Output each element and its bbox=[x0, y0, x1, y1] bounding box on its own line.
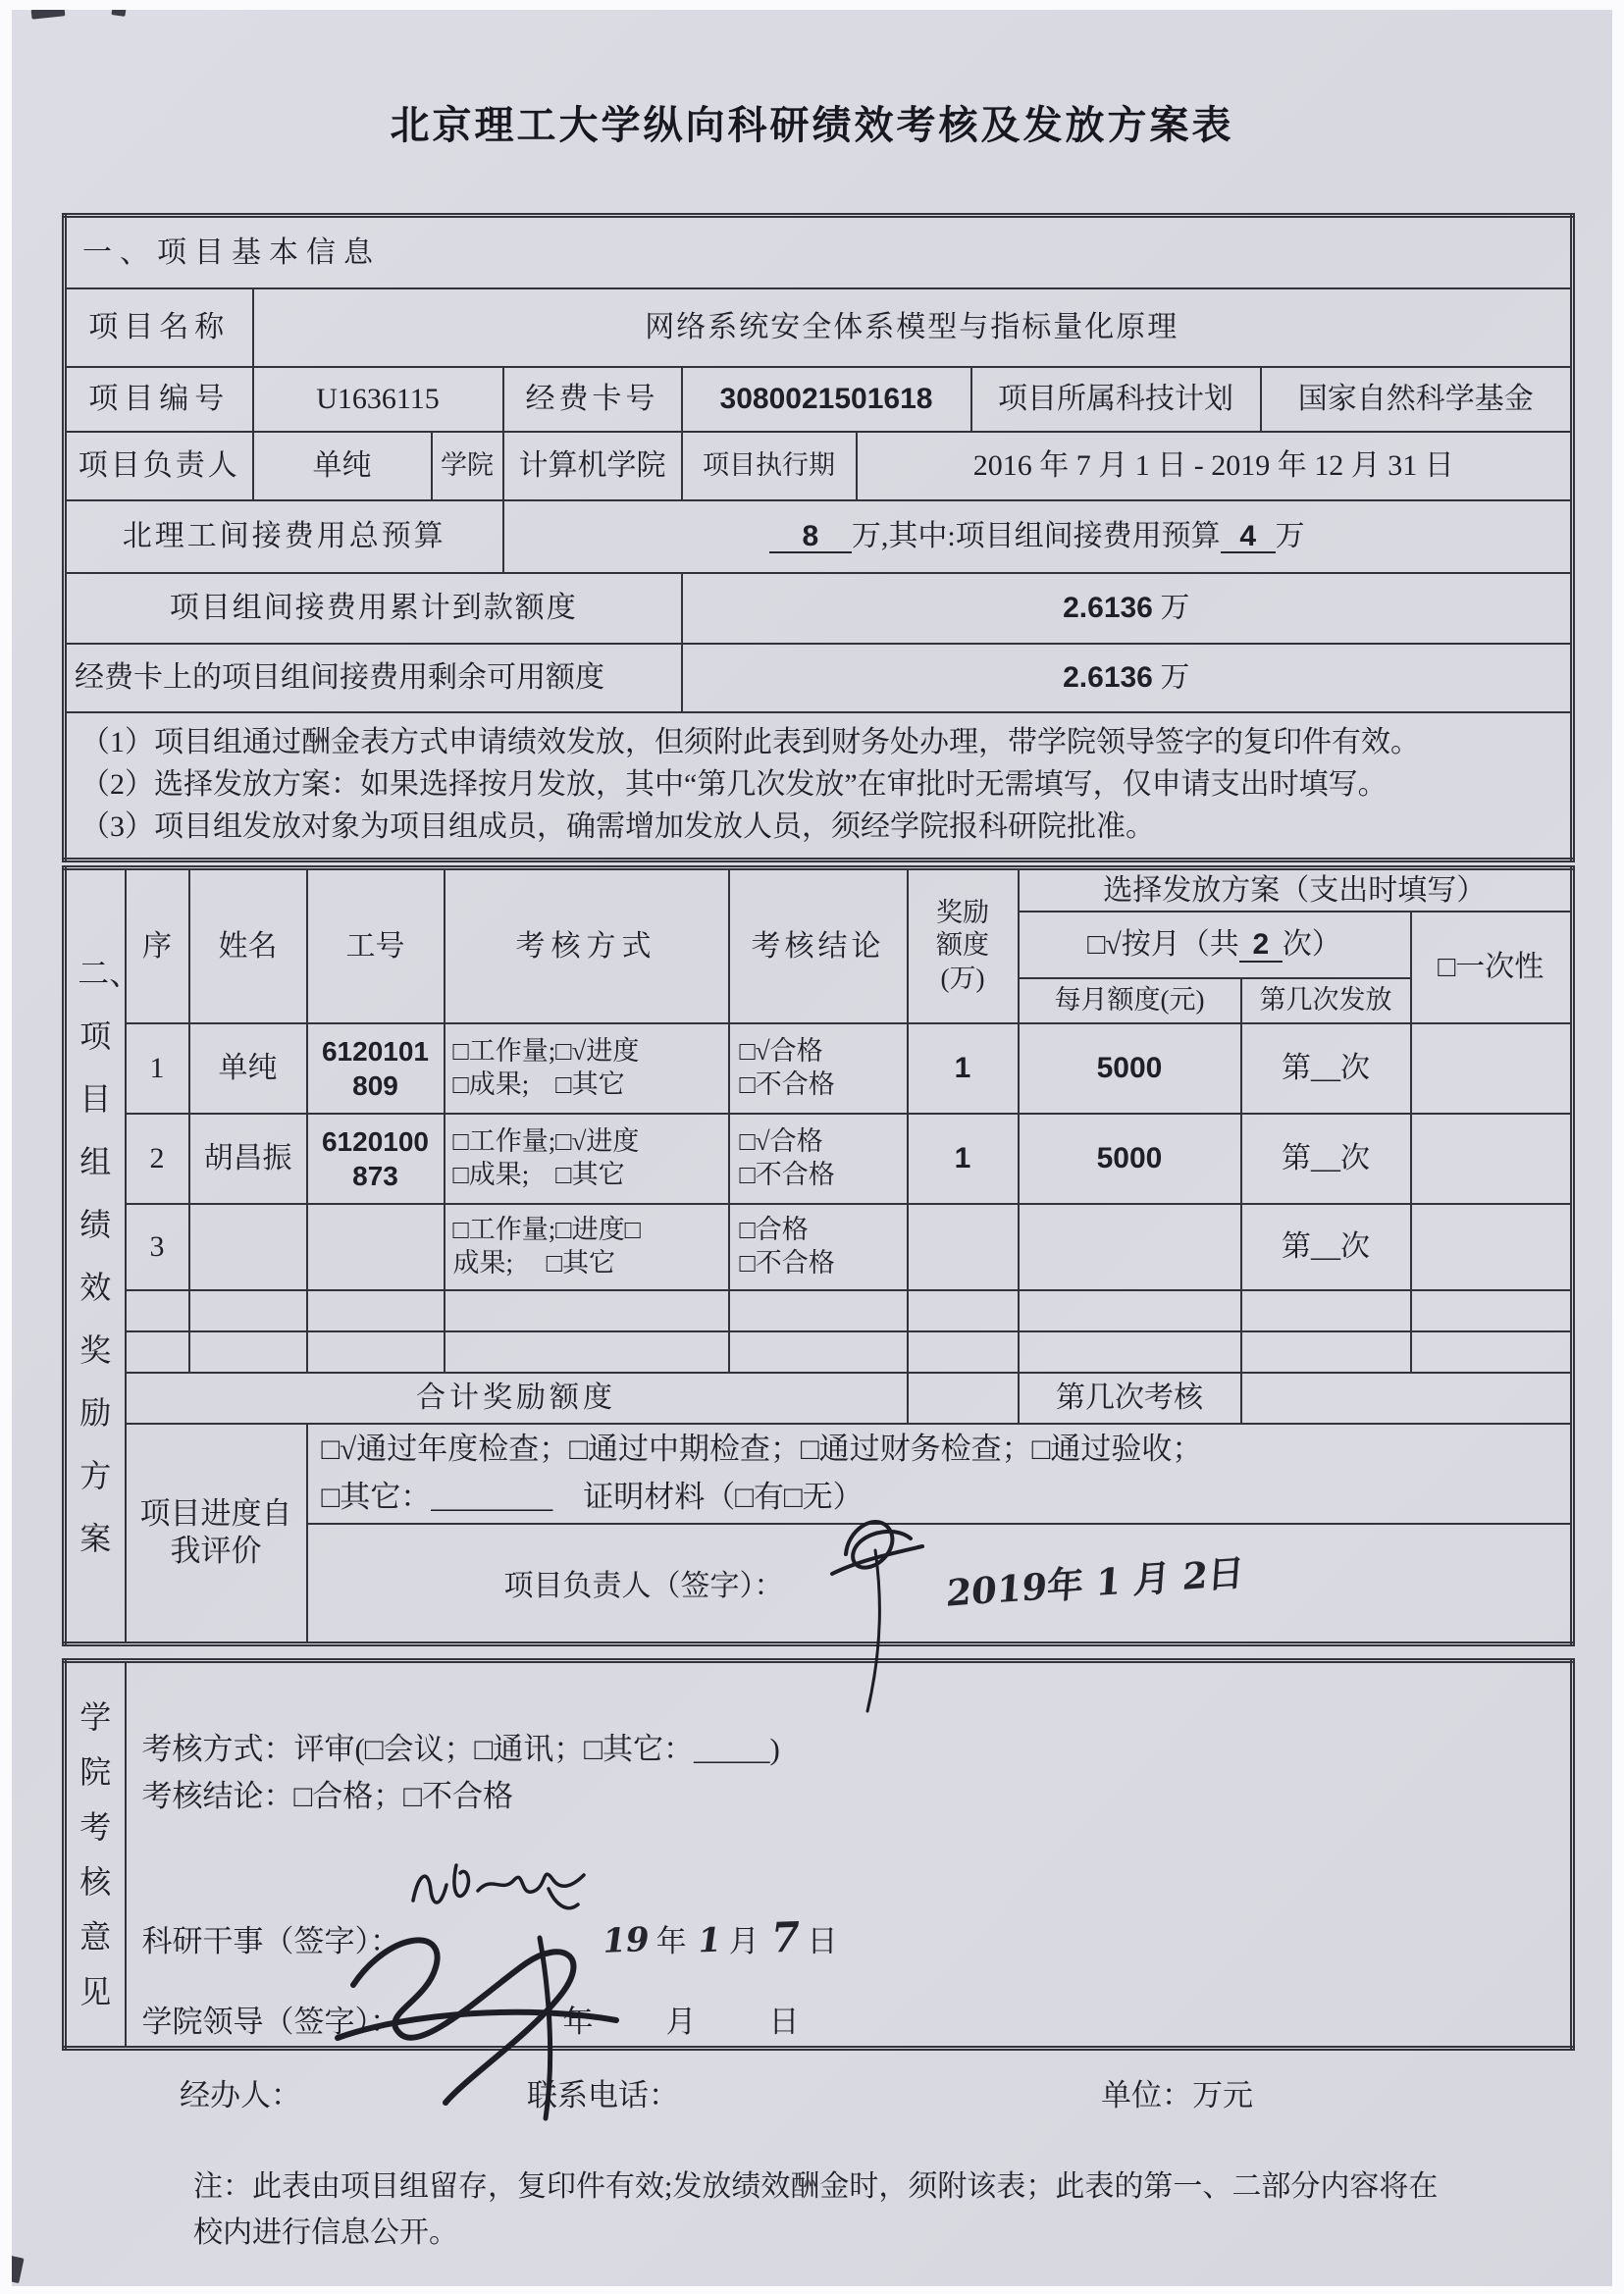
row1-method-checkboxes: □工作量;□√进度 □成果; □其它 bbox=[445, 1023, 729, 1114]
row1-conclusion-checkboxes: □√合格 □不合格 bbox=[729, 1023, 908, 1114]
leader-signature-line bbox=[142, 1999, 1571, 2046]
secretary-signature-line bbox=[141, 1911, 1571, 1965]
row5-name-empty bbox=[189, 1331, 307, 1373]
monthly-post-text: 次） bbox=[1282, 928, 1341, 962]
col-header-id: 工号 bbox=[307, 867, 445, 1023]
row1-amount: 1 bbox=[908, 1023, 1019, 1114]
phone-label: 联系电话： bbox=[527, 2077, 679, 2112]
secretary-month-handwritten: 1 bbox=[695, 1919, 724, 1961]
row1-id: 6120101809 bbox=[307, 1023, 445, 1114]
scan-artifact bbox=[31, 10, 66, 20]
row4-method-empty bbox=[445, 1290, 729, 1331]
review-conclusion-line: 考核结论：□合格；□不合格 bbox=[141, 1778, 513, 1813]
indirect-total-blank: 8 bbox=[769, 521, 852, 554]
self-eval-line2: □其它：________ 证明材料（□有□无） bbox=[321, 1480, 864, 1514]
row3-conclusion-checkboxes: □合格 □不合格 bbox=[729, 1204, 908, 1290]
row5-once-empty bbox=[1411, 1331, 1573, 1373]
row2-conclusion-checkboxes: □√合格 □不合格 bbox=[729, 1114, 908, 1204]
row1-name: 单纯 bbox=[189, 1023, 307, 1114]
row2-method-checkboxes: □工作量;□√进度 □成果; □其它 bbox=[445, 1114, 729, 1204]
scan-artifact bbox=[111, 10, 126, 17]
indirect-budget-label: 北理工间接费用总预算 bbox=[65, 500, 503, 573]
fund-card-value: 3080021501618 bbox=[682, 367, 971, 432]
indirect-tail-text: 万 bbox=[1275, 519, 1305, 552]
col-header-method: 考核方式 bbox=[445, 867, 729, 1023]
self-eval-checkboxes bbox=[307, 1424, 1573, 1524]
scanned-paper bbox=[12, 10, 1612, 2286]
remain-amount-label: 经费卡上的项目组间接费用剩余可用额度 bbox=[65, 644, 682, 712]
once-option: □一次性 bbox=[1411, 912, 1573, 1023]
row4-monthly-empty bbox=[1019, 1290, 1241, 1331]
period-value: 2016 年 7 月 1 日 - 2019 年 12 月 31 日 bbox=[857, 432, 1573, 500]
row4-id-empty bbox=[307, 1290, 445, 1331]
month-label: 月 bbox=[728, 1923, 763, 1958]
row5-monthly-empty bbox=[1019, 1331, 1241, 1373]
col-header-conclusion: 考核结论 bbox=[729, 867, 908, 1023]
secretary-day-handwritten: 7 bbox=[767, 1911, 804, 1962]
leader-sign-label: 学院领导（签字）： bbox=[141, 2004, 400, 2039]
leader-date-blank: 年 月 日 bbox=[562, 2004, 804, 2039]
row4-name-empty bbox=[189, 1290, 307, 1331]
monthly-amount-header: 每月额度(元) bbox=[1019, 978, 1241, 1023]
row3-name bbox=[189, 1204, 307, 1290]
unit-label: 单位：万元 bbox=[1101, 2077, 1253, 2112]
remain-amount-value bbox=[682, 644, 1573, 712]
period-label: 项目执行期 bbox=[682, 432, 857, 500]
self-eval-label: 项目进度自我评价 bbox=[126, 1424, 307, 1643]
secretary-year-handwritten: 19 bbox=[599, 1919, 652, 1961]
page-title: 北京理工大学纵向科研绩效考核及发放方案表 bbox=[390, 104, 1234, 147]
row5-conclusion-empty bbox=[729, 1331, 908, 1373]
remain-unit: 万 bbox=[1160, 660, 1190, 694]
leader-value: 单纯 bbox=[253, 432, 432, 500]
row4-once-empty bbox=[1411, 1290, 1573, 1331]
leader-label: 项目负责人 bbox=[65, 432, 253, 500]
which-pay-header: 第几次发放 bbox=[1241, 978, 1411, 1023]
row5-which-empty bbox=[1241, 1331, 1411, 1373]
arrived-unit: 万 bbox=[1160, 591, 1190, 624]
reward-plan-table bbox=[62, 865, 1575, 1646]
row4-seq-empty bbox=[126, 1290, 189, 1331]
col-header-seq: 序 bbox=[126, 867, 189, 1023]
row4-which-empty bbox=[1241, 1290, 1411, 1331]
college-value: 计算机学院 bbox=[503, 432, 682, 500]
which-assess-label: 第几次考核 bbox=[1019, 1373, 1241, 1424]
which-assess-value bbox=[1241, 1373, 1573, 1424]
self-eval-line1: □√通过年度检查；□通过中期检查；□通过财务检查；□通过验收； bbox=[321, 1432, 1203, 1467]
pi-signature-row bbox=[307, 1524, 1573, 1643]
row5-id-empty bbox=[307, 1331, 445, 1373]
total-award-value bbox=[908, 1373, 1019, 1424]
remain-number: 2.6136 bbox=[1063, 660, 1153, 694]
row2-seq: 2 bbox=[126, 1114, 189, 1204]
plan-select-header: 选择发放方案（支出时填写） bbox=[1019, 867, 1573, 912]
row5-seq-empty bbox=[126, 1331, 189, 1373]
col-header-name: 姓名 bbox=[189, 867, 307, 1023]
row2-which-time: 第__次 bbox=[1241, 1114, 1411, 1204]
section1-heading: 一、项目基本信息 bbox=[65, 216, 1573, 288]
fund-card-label: 经费卡号 bbox=[503, 367, 682, 432]
day-label: 日 bbox=[807, 1923, 842, 1958]
pi-sign-label: 项目负责人（签字）： bbox=[503, 1570, 784, 1603]
row3-method-checkboxes: □工作量;□进度□ 成果; □其它 bbox=[445, 1204, 729, 1290]
college-review-table bbox=[62, 1658, 1575, 2051]
project-name-label: 项目名称 bbox=[65, 288, 253, 367]
footnote: 注：此表由项目组留存，复印件有效;发放绩效酬金时，须附该表；此表的第一、二部分内容将在校内进行信息公开。 bbox=[193, 2169, 1439, 2249]
row4-amount-empty bbox=[908, 1290, 1019, 1331]
arrived-amount-value bbox=[682, 573, 1573, 644]
row1-once bbox=[1411, 1023, 1573, 1114]
monthly-option bbox=[1019, 912, 1411, 978]
row2-once bbox=[1411, 1114, 1573, 1204]
row3-monthly bbox=[1019, 1204, 1241, 1290]
arrived-amount-label: 项目组间接费用累计到款额度 bbox=[65, 573, 682, 644]
row1-seq: 1 bbox=[126, 1023, 189, 1114]
row4-conclusion-empty bbox=[729, 1290, 908, 1331]
col-header-amount: 奖励 额度 (万) bbox=[908, 867, 1019, 1023]
basic-info-table bbox=[62, 213, 1575, 862]
project-code-value: U1636115 bbox=[253, 367, 503, 432]
college-review-content bbox=[126, 1660, 1573, 2048]
secretary-sign-label: 科研干事（签字）： bbox=[141, 1923, 400, 1958]
note-2: （2）选择发放方案：如果选择按月发放，其中“第几次发放”在审批时无需填写，仅申请支出时填写。 bbox=[80, 767, 1388, 801]
row1-which-time: 第__次 bbox=[1241, 1023, 1411, 1114]
row1-monthly: 5000 bbox=[1019, 1023, 1241, 1114]
college-label: 学院 bbox=[432, 432, 503, 500]
row3-seq: 3 bbox=[126, 1204, 189, 1290]
program-value: 国家自然科学基金 bbox=[1261, 367, 1573, 432]
row2-monthly: 5000 bbox=[1019, 1114, 1241, 1204]
row5-method-empty bbox=[445, 1331, 729, 1373]
row2-id: 6120100873 bbox=[307, 1114, 445, 1204]
section2-side-label: 二、项目组绩效奖励方案 bbox=[65, 867, 126, 1643]
section3-side-label: 学院考核意见 bbox=[65, 1660, 126, 2048]
row3-once bbox=[1411, 1204, 1573, 1290]
row2-name: 胡昌振 bbox=[189, 1114, 307, 1204]
monthly-checkbox-text: □√按月（共 bbox=[1087, 928, 1239, 962]
indirect-mid-text: 万,其中:项目组间接费用预算 bbox=[851, 519, 1221, 552]
note-1: （1）项目组通过酬金表方式申请绩效发放，但须附此表到财务处办理，带学院领导签字的复印件有效。 bbox=[80, 725, 1420, 758]
program-label: 项目所属科技计划 bbox=[971, 367, 1261, 432]
row3-id bbox=[307, 1204, 445, 1290]
arrived-number: 2.6136 bbox=[1063, 591, 1153, 624]
pi-sign-date-handwritten: 2019年 1 月 2日 bbox=[944, 1550, 1245, 1615]
row2-amount: 1 bbox=[908, 1114, 1019, 1204]
scan-artifact bbox=[12, 2256, 25, 2283]
total-award-label: 合计奖励额度 bbox=[126, 1373, 908, 1424]
indirect-sub-blank: 4 bbox=[1221, 521, 1276, 554]
monthly-times-blank: 2 bbox=[1239, 929, 1283, 963]
project-code-label: 项目编号 bbox=[65, 367, 253, 432]
row3-amount bbox=[908, 1204, 1019, 1290]
year-label: 年 bbox=[655, 1923, 691, 1958]
project-name-value: 网络系统安全体系模型与指标量化原理 bbox=[253, 288, 1573, 367]
review-method-line: 考核方式：评审(□会议；□通讯；□其它：_____) bbox=[141, 1731, 780, 1766]
note-3: （3）项目组发放对象为项目组成员，确需增加发放人员，须经学院报科研院批准。 bbox=[80, 809, 1155, 843]
indirect-budget-value bbox=[503, 500, 1573, 573]
row5-amount-empty bbox=[908, 1331, 1019, 1373]
notes-block bbox=[65, 712, 1573, 860]
row3-which-time: 第__次 bbox=[1241, 1204, 1411, 1290]
below-table-line bbox=[62, 2070, 1570, 2114]
agent-label: 经办人： bbox=[180, 2077, 301, 2112]
